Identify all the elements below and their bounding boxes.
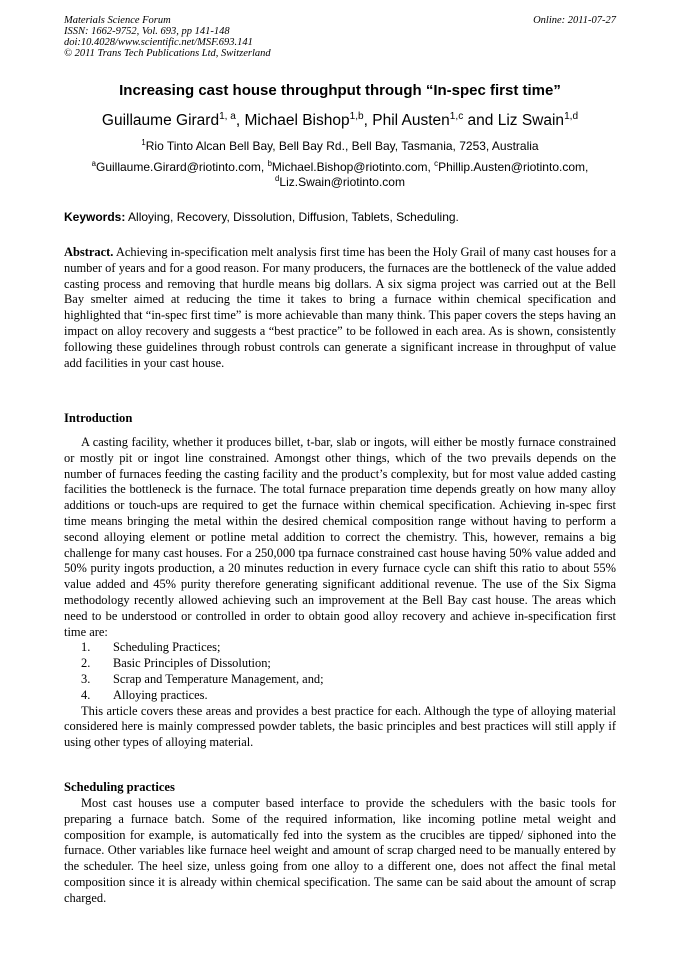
email-link[interactable]: Guillaume.Girard@riotinto.com, [96,160,268,174]
list-item-text: Scheduling Practices; [113,640,221,655]
paper-title: Increasing cast house throughput through “In-spec first time” [119,82,561,99]
author-name: Guillaume Girard [101,112,220,129]
abstract-text: Achieving in-specification melt analysis first time has been the Holy Grail of many cast houses for a number of years and for a good reason. For many producers, the furnaces are the bottleneck of the value added casting process and removing that hurdle means big dollars. A six sigma project was carried out at the Bell Bay smelter aimed at reducing the time it takes to bring a furnace within chemical specification and highlighted that “in-spec first time” is more achievable than many think. This paper covers the steps having an impact on alloy recovery and suggests a “best practice” to be followed in each area. As is shown, consistently following these guidelines through robust controls can generate a significant increase in throughput of value add facilities in your cast house. [64,245,616,370]
scheduling-body [64,796,616,907]
email-link[interactable]: Phillip.Austen@riotinto.com, [438,160,589,174]
list-item [64,640,616,656]
email-link[interactable]: Liz.Swain@riotinto.com [279,175,405,189]
author-affil-mark: 1,d [564,110,579,122]
email-link[interactable]: Michael.Bishop@riotinto.com, [271,160,435,174]
list-item-number: 1. [81,640,91,655]
email-mark: d [275,174,280,183]
list-item-number: 4. [81,687,91,702]
keywords-text: Alloying, Recovery, Dissolution, Diffusion, Tablets, Scheduling. [125,210,459,224]
scheduling-heading: Scheduling practices [64,780,175,794]
abstract [64,245,616,371]
author-affil-mark: 1, a [219,110,236,122]
author-affil-mark: 1,b [349,110,364,122]
email-mark: b [267,159,272,168]
introduction-paragraph: A casting facility, whether it produces billet, t-bar, slab or ingots, will either be mostly furnace constrained or mostly pit or ingot line constrained. Amongst other things, which of the two prevails depends on the number of furnaces feeding the casting facility and the product’s complexity, but for most value added casting facilities the bottleneck is the furnace. The total furnace preparation time depends greatly on how many alloy additions or touch-ups are required to get the furnace within chemical specification. Achieving in-spec first time means bringing the metal within the desired chemical composition range without having to perform a second alloying element or potline metal addition to correct the chemistry. This, however, remains a big challenge for many cast houses. For a 250,000 tpa furnace constrained cast house having 50% value added and 50% purity ingots production, a 20 minutes reduction in every furnace cycle can shift this ratio to about 55% value added and 45% purity therefore generating significant additional revenue. The use of the Six Sigma methodology recently allowed achieving such an improvement at the Bell Bay cast house. The areas which need to be understood or controlled in order to obtain good alloy recovery and achieve in-specification first time are: [64,435,616,639]
list-item [64,672,616,688]
author-separator: , [363,112,373,129]
list-item-text: Scrap and Temperature Management, and; [113,671,324,686]
list-item-number: 2. [81,656,91,671]
author-affil-mark: 1,c [449,110,464,122]
abstract-label: Abstract. [64,245,114,259]
introduction-paragraph: This article covers these areas and provides a best practice for each. Although the type of alloying material considered here is mainly compressed powder tablets, the basic principles and best practices will still apply if using other types of alloying material. [64,703,616,750]
list-item [64,688,616,704]
keywords-label: Keywords: [64,210,126,224]
affiliation-mark: 1 [141,138,146,147]
keywords [64,210,616,224]
author-separator: and [463,112,498,129]
list-item-text: Alloying practices. [113,687,208,702]
copyright-line: © 2011 Trans Tech Publications Ltd, Switzerland [64,48,271,59]
affiliation [64,139,616,153]
author-separator: , [235,112,245,129]
introduction-body [64,435,616,751]
list-item [64,656,616,672]
email-mark: c [434,159,439,168]
introduction-list [64,640,616,703]
author-list [64,112,616,130]
introduction-heading: Introduction [64,411,133,425]
author-name: Liz Swain [497,112,565,129]
issn-line: ISSN: 1662-9752, Vol. 693, pp 141-148 [64,26,230,37]
author-name: Michael Bishop [244,112,350,129]
author-name: Phil Austen [372,112,450,129]
journal-name: Materials Science Forum [64,15,171,26]
email-list [64,160,616,190]
email-mark: a [91,159,96,168]
online-date: Online: 2011-07-27 [533,15,616,26]
list-item-text: Basic Principles of Dissolution; [113,656,271,671]
list-item-number: 3. [81,671,91,686]
doi-line: doi:10.4028/www.scientific.net/MSF.693.141 [64,37,253,48]
affiliation-text: Rio Tinto Alcan Bell Bay, Bell Bay Rd., Bell Bay, Tasmania, 7253, Australia [145,139,539,153]
scheduling-paragraph: Most cast houses use a computer based interface to provide the schedulers with the basic tools for preparing a furnace batch. Some of the required information, like incoming potline metal weight and composition for example, is automatically fed into the system as the crucibles are tipped/ siphoned into the furnace. Other variables like furnace heel weight and amount of scrap charged need to be manually entered by the scheduler. The heel size, unless going from one alloy to a different one, does not affect the final metal composition since it is already within chemical specification. The same can be said about the amount of scrap charged. [64,796,616,905]
journal-header [64,15,616,59]
